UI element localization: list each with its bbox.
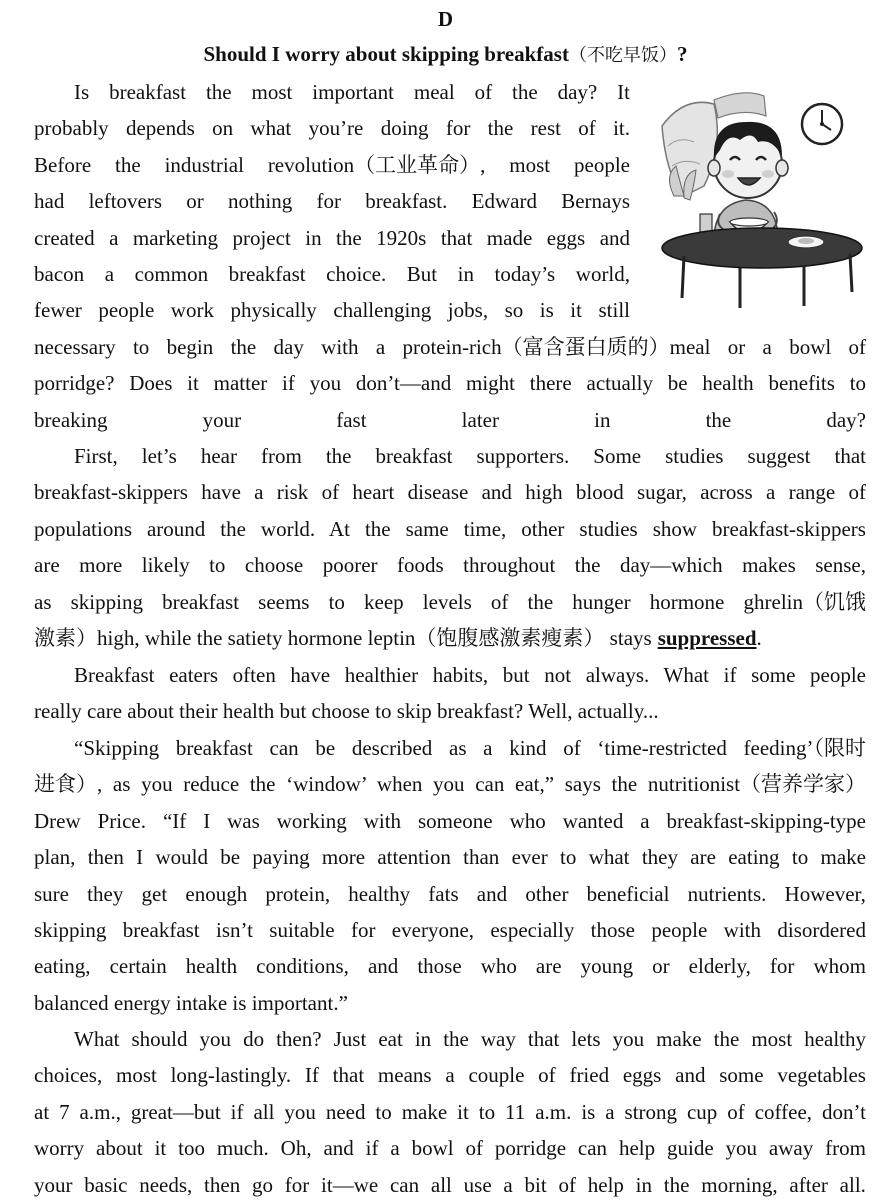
text-line-content: created a marketing project in the 1920s that made eggs and <box>34 225 631 250</box>
text-line-content: had leftovers or nothing for breakfast. Edward Bernays <box>34 189 631 214</box>
text-line <box>34 693 866 729</box>
text-line <box>34 292 630 328</box>
text-line <box>34 511 866 547</box>
text-line-content: “Skipping breakfast can be described as a kind of ‘time-restricted feeding’（限时 <box>74 736 866 760</box>
text-line <box>34 256 630 292</box>
text-line <box>34 912 866 948</box>
text-line-content: fewer people work physically challenging jobs, so is it still <box>34 298 631 323</box>
text-line-content: sure they get enough protein, healthy fats and other beneficial nutrients. However, <box>34 881 866 906</box>
article-title <box>0 40 891 70</box>
paragraph-3 <box>34 657 866 730</box>
title-text: Should I worry about skipping breakfast <box>203 42 569 66</box>
text-line <box>34 730 866 766</box>
text-line-content: Before the industrial revolution（工业革命）, most people <box>34 152 630 177</box>
text-line <box>34 147 630 183</box>
paragraph-5 <box>34 1021 866 1203</box>
underlined-word-suppressed: suppressed <box>657 626 757 651</box>
text-line-content: choices, most long-lastingly. If that means a couple of fried eggs and some vegetables <box>34 1063 866 1088</box>
text-line-content: at 7 a.m., great—but if all you need to make it to 11 a.m. is a strong cup of coffee, don’t <box>34 1099 866 1124</box>
text-line <box>34 1057 866 1093</box>
text-line <box>34 438 866 474</box>
text-line-content: First, let’s hear from the breakfast supporters. Some studies suggest that <box>74 444 867 468</box>
text-line-content: necessary to begin the day with a protein-rich（富含蛋白质的）meal or a bowl of <box>34 334 867 359</box>
text-line <box>34 948 866 984</box>
text-line-content: as skipping breakfast seems to keep levels of the hunger hormone ghrelin（饥饿 <box>34 589 866 614</box>
text-line <box>34 1094 866 1130</box>
text-line <box>34 365 866 401</box>
section-letter: D <box>437 7 454 31</box>
text-line <box>34 402 866 438</box>
text-line <box>34 657 866 693</box>
title-cn-gloss: （不吃早饭） <box>568 45 677 66</box>
text-line-content: Drew Price. “If I was working with someone who wanted a breakfast-skipping-type <box>34 808 866 833</box>
end-punctuation: . <box>756 626 762 651</box>
text-line-content: are more likely to choose poorer foods throughout the day—which makes sense, <box>34 553 866 578</box>
text-line-content: Breakfast eaters often have healthier habits, but not always. What if some people <box>74 663 866 687</box>
text-line <box>34 584 866 620</box>
text-line-content: worry about it too much. Oh, and if a bowl of porridge can help guide you away from <box>34 1136 866 1161</box>
text-line-content: breaking your fast later in the day? <box>34 407 866 432</box>
text-line-content: probably depends on what you’re doing for the rest of it. <box>34 116 630 141</box>
text-line <box>34 183 630 219</box>
text-line <box>34 1130 866 1166</box>
text-line <box>34 74 630 110</box>
text-line <box>34 1021 866 1057</box>
text-line <box>34 839 866 875</box>
text-line-content: balanced energy intake is important.” <box>34 990 348 1015</box>
text-line <box>34 876 866 912</box>
text-line-content: What should you do then? Just eat in the way that lets you make the most healthy <box>74 1027 867 1051</box>
text-line <box>34 620 866 656</box>
text-line <box>34 985 866 1021</box>
text-line-content: plan, then I would be paying more attention than ever to what they are eating to make <box>34 845 866 870</box>
text-line-content: 激素）high, while the satiety hormone leptin（饱腹感激素瘦素） stays <box>34 626 652 651</box>
text-line <box>34 766 866 802</box>
text-line-content: populations around the world. At the same time, other studies show breakfast-skippers <box>34 516 866 541</box>
text-line-content: Is breakfast the most important meal of the day? It <box>74 80 630 104</box>
text-line <box>34 547 866 583</box>
text-line <box>34 474 866 510</box>
paragraph-1 <box>34 74 866 438</box>
text-line-content: porridge? Does it matter if you don’t—and might there actually be health benefits to <box>34 371 867 396</box>
text-line <box>34 329 866 365</box>
paragraph-2 <box>34 438 866 656</box>
text-line-content: really care about their health but choose to skip breakfast? Well, actually... <box>34 699 659 724</box>
title-end: ? <box>676 42 688 66</box>
text-line-content: your basic needs, then go for it—we can all use a bit of help in the morning, after all. <box>34 1172 866 1197</box>
text-line <box>34 110 630 146</box>
paragraph-4 <box>34 730 866 1021</box>
text-line <box>34 803 866 839</box>
text-line <box>34 220 630 256</box>
text-line-content: skipping breakfast isn’t suitable for everyone, especially those people with disordered <box>34 918 866 943</box>
text-line-content: eating, certain health conditions, and those who are young or elderly, for whom <box>34 954 866 979</box>
text-line-content: bacon a common breakfast choice. But in today’s world, <box>34 262 631 287</box>
text-line-content: 进食）, as you reduce the ‘window’ when you can eat,” says the nutritionist（营养学家） <box>34 772 867 797</box>
text-line-content: breakfast-skippers have a risk of heart disease and high blood sugar, across a range of <box>34 480 867 505</box>
text-line <box>34 1167 866 1203</box>
